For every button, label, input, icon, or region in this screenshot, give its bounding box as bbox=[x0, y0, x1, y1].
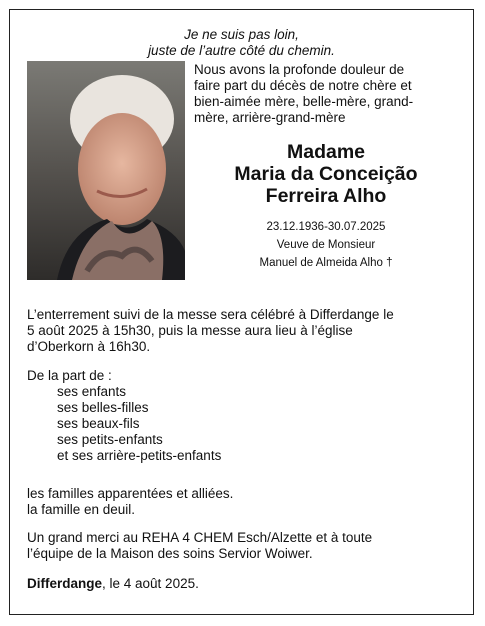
deceased-title: Madame bbox=[286, 141, 366, 163]
spouse-name: Manuel de Almeida Alho † bbox=[259, 257, 393, 269]
from-label: De la part de : bbox=[27, 368, 112, 383]
deceased-name bbox=[194, 141, 458, 207]
name-line: Maria da Conceição bbox=[234, 163, 418, 185]
list-item: ses petits-enfants bbox=[57, 432, 163, 447]
deceased-details bbox=[194, 218, 458, 272]
list-item: ses belles-filles bbox=[57, 400, 149, 415]
announcement-intro bbox=[194, 62, 458, 126]
intro-line: Nous avons la profonde douleur de bbox=[194, 62, 405, 77]
signoff bbox=[27, 576, 459, 592]
intro-line: faire part du décès de notre chère et bbox=[194, 78, 412, 93]
funeral-paragraph bbox=[27, 307, 459, 355]
signoff-place: Differdange bbox=[27, 576, 103, 591]
name-line: Ferreira Alho bbox=[265, 185, 387, 207]
intro-line: mère, arrière-grand-mère bbox=[194, 110, 346, 125]
signoff-date: , le 4 août 2025. bbox=[102, 576, 199, 591]
list-item: ses enfants bbox=[57, 384, 127, 399]
life-dates: 23.12.1936-30.07.2025 bbox=[266, 221, 386, 233]
families-paragraph bbox=[27, 486, 459, 518]
thanks-paragraph bbox=[27, 530, 459, 562]
families-line: la famille en deuil. bbox=[27, 502, 136, 517]
thanks-line: l’équipe de la Maison des soins Servior Woiwer. bbox=[27, 546, 313, 561]
thanks-line: Un grand merci au REHA 4 CHEM Esch/Alzette et à toute bbox=[27, 530, 373, 545]
funeral-line: L’enterrement suivi de la messe sera célébré à Differdange le bbox=[27, 307, 394, 322]
obituary-notice bbox=[9, 9, 474, 615]
list-item: ses beaux-fils bbox=[57, 416, 140, 431]
funeral-line: 5 août 2025 à 15h30, puis la messe aura lieu à l’église bbox=[27, 323, 353, 338]
funeral-line: d’Oberkorn à 16h30. bbox=[27, 339, 151, 354]
relatives-list bbox=[27, 384, 459, 464]
families-line: les familles apparentées et alliées. bbox=[27, 486, 234, 501]
from-section bbox=[27, 368, 459, 464]
intro-line: bien-aimée mère, belle-mère, grand- bbox=[194, 94, 414, 109]
quote-line: juste de l’autre côté du chemin. bbox=[148, 43, 335, 58]
quote-line: Je ne suis pas loin, bbox=[184, 27, 299, 42]
list-item: et ses arrière-petits-enfants bbox=[57, 448, 222, 463]
portrait-photo bbox=[27, 61, 185, 280]
epitaph-quote bbox=[10, 27, 473, 59]
widow-of-label: Veuve de Monsieur bbox=[276, 239, 376, 251]
